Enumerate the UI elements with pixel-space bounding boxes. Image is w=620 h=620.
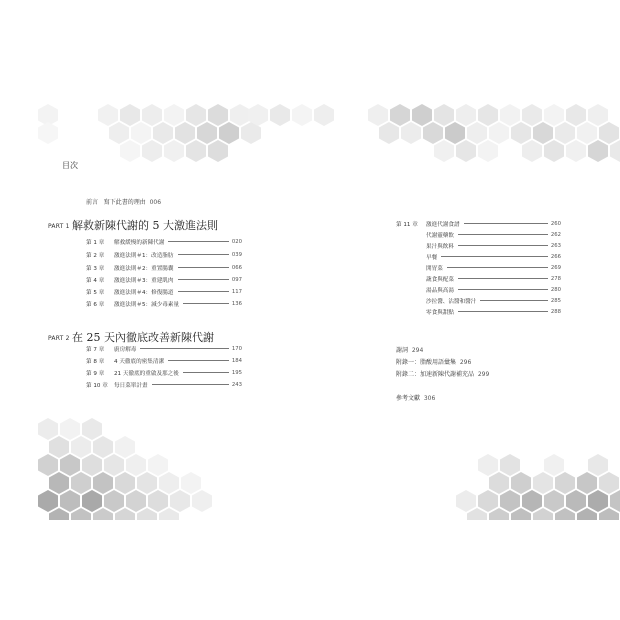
hexagon-tile [500,454,520,476]
toc-row [86,357,242,365]
leader-line [183,303,229,304]
hexagon-tile [137,472,157,494]
part2-label: PART 2 [48,335,70,342]
hexagon-tile [610,140,620,162]
leader-line [168,360,229,361]
chapter-number: 第 3 章 [86,266,105,272]
hexagon-tile [131,122,151,144]
hexagon-tile [120,104,140,126]
hexagon-tile [434,140,454,162]
back-matter-title: 附錄二：加速新陳代謝補充品 [396,371,475,378]
chapter-page: 097 [231,277,242,283]
hexagon-tile [379,122,399,144]
back-matter-title: 附錄一：脂酸用語彙集 [396,359,457,366]
hexagon-tile [588,454,608,476]
hexagon-tile [456,104,476,126]
toc-subrow [426,308,561,316]
references-title: 參考文獻 [396,395,421,402]
hexagon-tile [219,122,239,144]
hexagon-tile [208,104,228,126]
toc-row [86,300,242,308]
toc-row [86,381,242,389]
hexagon-tile [148,490,168,512]
chapter-number: 第 2 章 [86,253,105,259]
section-page: 266 [550,254,561,260]
leader-line [152,384,229,385]
section-page: 288 [550,309,561,315]
hexagon-tile [610,490,620,512]
toc-row [396,220,561,228]
hexagon-tile [38,418,58,440]
hexagon-tile [423,122,443,144]
toc-subrow [426,253,561,261]
hexagon-tile [522,490,542,512]
toc-row [86,276,242,284]
chapter-number: 第 5 章 [86,290,105,296]
chapter-page: 039 [231,252,242,258]
hexagon-tile [60,418,80,440]
hexagon-tile [159,472,179,494]
leader-line [178,254,229,255]
section-title: 開胃菜 [426,266,443,272]
leader-line [183,372,229,373]
hexagon-tile [126,490,146,512]
chapter-title: 激進法則＃3：重建肌肉 [114,278,174,284]
hexagon-tile [49,436,69,458]
back-matter-entry [396,369,489,378]
hexagon-tile [522,104,542,126]
section-page: 278 [550,276,561,282]
preface-entry [86,197,161,206]
hexagon-tile [599,122,619,144]
hexagon-tile [38,490,58,512]
hexagon-tile [478,104,498,126]
hexagon-tile [478,490,498,512]
hexagon-tile [566,104,586,126]
hexagon-tile [181,472,201,494]
hexagon-tile [164,140,184,162]
leader-line [178,267,229,268]
back-matter-page: 299 [477,371,490,378]
chapter-title: 解救緩慢的新陳代謝 [114,240,165,246]
part2-title: 在 25 天內徹底改善新陳代謝 [72,331,214,344]
hexagon-tile [82,454,102,476]
hexagon-tile [170,490,190,512]
hexagon-tile [292,104,312,126]
toc-row [86,238,242,246]
hexagon-tile [104,490,124,512]
chapter-number: 第 10 章 [86,383,108,389]
section-page: 262 [550,232,561,238]
toc-row [86,251,242,259]
references-entry [396,393,435,402]
chapter-number: 第 8 章 [86,359,105,365]
hexagon-tile [148,454,168,476]
hexagon-tile [60,454,80,476]
leader-line [458,311,548,312]
hexagon-tile [412,104,432,126]
references-page: 306 [423,395,436,402]
part1-label: PART 1 [48,223,70,230]
preface-label: 前言 [86,199,99,206]
chapter-title: 4 天徹底的密集清潔 [114,359,165,365]
part1-title: 解救新陳代謝的 5 大激進法則 [72,219,218,232]
hexagon-tile [577,472,597,494]
hexagon-tile [60,490,80,512]
toc-subrow [426,264,561,272]
chapter-page: 066 [231,265,242,271]
hexagon-tile [390,104,410,126]
back-matter-title: 謝詞 [396,347,409,354]
section-page: 280 [550,287,561,293]
section-title: 果汁與飲料 [426,244,454,250]
hexagon-tile [401,122,421,144]
back-matter-entry [396,345,423,354]
chapter-title: 21 天徹底的重啟及那之後 [114,371,179,377]
hexagon-tile [445,122,465,144]
chapter-title: 每日菜單計畫 [114,383,148,389]
chapter-page: 195 [231,370,242,376]
hexagon-tile [197,122,217,144]
hexagon-tile [230,104,250,126]
section-title: 零食與甜點 [426,310,454,316]
leader-line [458,289,548,290]
hexagon-tile [500,104,520,126]
preface-title: 寫下此書的理由 [103,199,146,206]
chapter-number: 第 11 章 [396,222,418,228]
leader-line [464,223,548,224]
chapter-title: 激進代謝食譜 [426,222,460,228]
hexagon-tile [478,454,498,476]
hexagon-tile [126,454,146,476]
chapter-page: 243 [231,382,242,388]
chapter-number: 第 7 章 [86,347,105,353]
chapter-title: 激進法則＃5：減少毒素量 [114,302,180,308]
leader-line [458,234,548,235]
chapter-title: 激進法則＃4：修復腸道 [114,290,174,296]
hexagon-tile [368,104,388,126]
hexagon-tile [142,104,162,126]
leader-line [441,256,548,257]
hexagon-tile [555,122,575,144]
leader-line [447,267,548,268]
hexagon-tile [511,472,531,494]
chapter-title: 廚房解毒 [114,347,137,353]
section-title: 湯品與高湯 [426,288,454,294]
hexagon-tile [434,104,454,126]
leader-line [458,278,548,279]
hexagon-tile [82,418,102,440]
hexagon-tile [566,490,586,512]
back-matter-page: 294 [411,347,424,354]
hexagon-tile [489,472,509,494]
hexagon-tile [153,122,173,144]
toc-row [86,264,242,272]
hexagon-tile [208,140,228,162]
chapter-page: 117 [231,289,242,295]
toc-subrow [426,297,561,305]
leader-line [480,300,548,301]
hexagon-tile [500,490,520,512]
chapter-title: 激進法則＃2：重置腸囊 [114,266,174,272]
book-spread [38,100,620,520]
hexagon-tile [555,472,575,494]
section-title: 早餐 [426,255,438,261]
toc-heading: 目次 [62,161,78,170]
hexagon-tile [533,472,553,494]
hexagon-tile [186,140,206,162]
section-title: 代謝靈藥飲 [426,233,454,239]
toc-subrow [426,275,561,283]
chapter-page: 020 [231,239,242,245]
hexagon-tile [93,436,113,458]
hexagon-tile [588,104,608,126]
hexagon-tile [588,490,608,512]
chapter-title: 激進法則＃1：改造脂肪 [114,253,174,259]
section-page: 269 [550,265,561,271]
hexagon-tile [192,490,212,512]
hexagon-tile [104,454,124,476]
hexagon-tile [115,472,135,494]
section-title: 蔬食與配菜 [426,277,454,283]
toc-subrow [426,231,561,239]
leader-line [168,241,229,242]
hexagon-tile [120,140,140,162]
hexagon-tile [533,122,553,144]
hexagon-tile [522,140,542,162]
chapter-page: 136 [231,301,242,307]
chapter-number: 第 9 章 [86,371,105,377]
toc-row [86,369,242,377]
hexagon-tile [599,472,619,494]
toc-subrow [426,242,561,250]
hexagon-tile [38,122,58,144]
chapter-page: 184 [231,358,242,364]
leader-line [458,245,548,246]
section-page: 263 [550,243,561,249]
hexagon-tile [142,140,162,162]
hexagon-tile [38,454,58,476]
hexagon-tile [115,436,135,458]
hexagon-tile [93,472,113,494]
hexagon-tile [456,140,476,162]
hexagon-tile [109,122,129,144]
chapter-number: 第 1 章 [86,240,105,246]
hexagon-tile [544,140,564,162]
hexagon-tile [511,122,531,144]
leader-line [178,279,229,280]
hexagon-tile [577,122,597,144]
hexagon-tile [456,490,476,512]
chapter-number: 第 4 章 [86,278,105,284]
leader-line [178,291,229,292]
hexagon-tile [478,140,498,162]
hexagon-tile [49,472,69,494]
hexagon-tile [544,454,564,476]
leader-line [140,348,228,349]
section-page: 285 [550,298,561,304]
toc-row [86,288,242,296]
hexagon-tile [467,122,487,144]
section-title: 沙拉醬、沾醬和醬汁 [426,299,477,305]
hexagon-tile [544,104,564,126]
toc-row [86,345,242,353]
toc-subrow [426,286,561,294]
back-matter-entry [396,357,471,366]
chapter-page: 260 [550,221,561,227]
preface-page: 006 [149,199,162,206]
hexagon-tile [489,122,509,144]
chapter-page: 170 [231,346,242,352]
hexagon-tile [186,104,206,126]
hexagon-tile [82,490,102,512]
hexagon-tile [270,104,290,126]
hexagon-tile [98,104,118,126]
hexagon-tile [71,472,91,494]
hexagon-tile [314,104,334,126]
hexagon-tile [588,140,608,162]
hexagon-tile [175,122,195,144]
hexagon-tile [71,436,91,458]
hexagon-tile [544,490,564,512]
hexagon-tile [566,140,586,162]
chapter-number: 第 6 章 [86,302,105,308]
back-matter-page: 296 [459,359,472,366]
hexagon-tile [164,104,184,126]
